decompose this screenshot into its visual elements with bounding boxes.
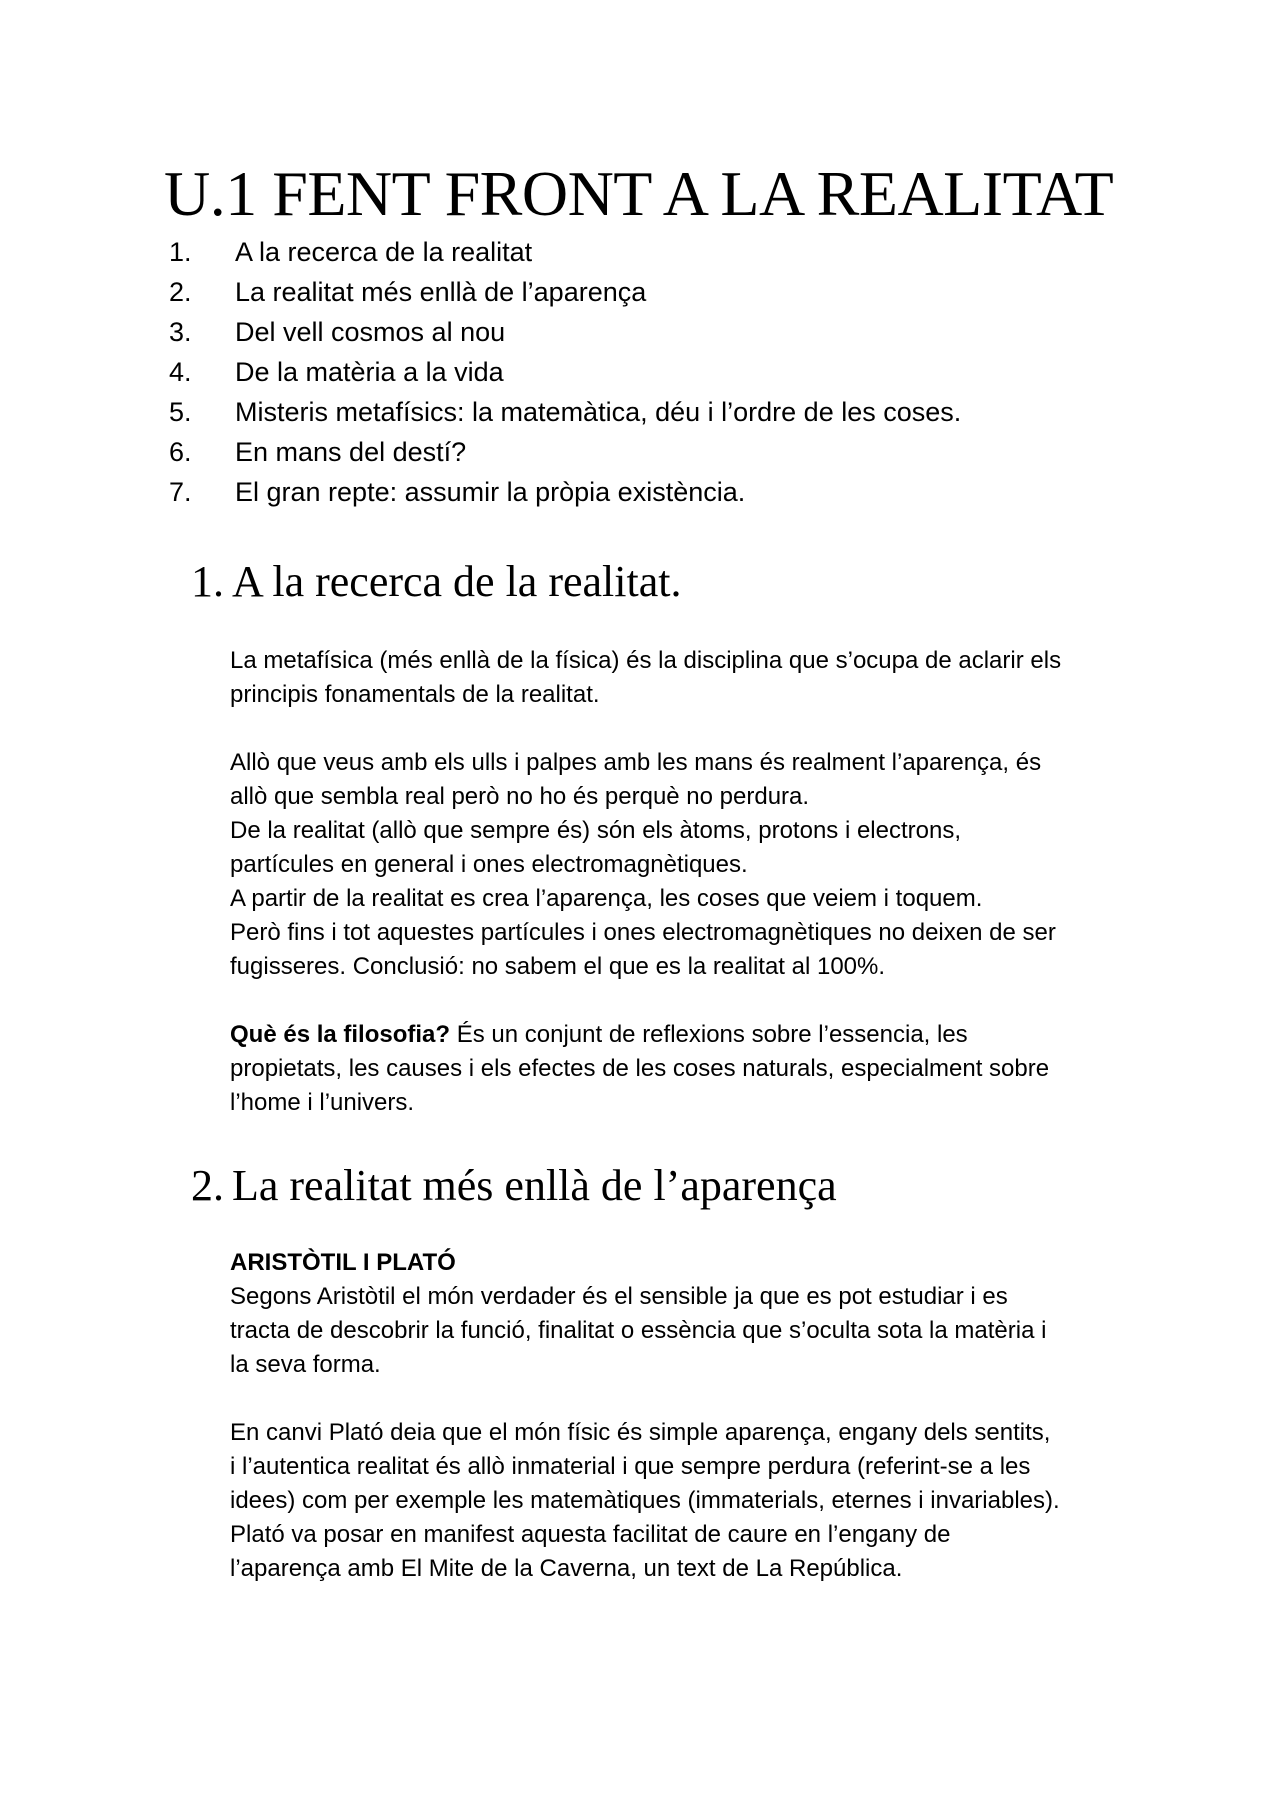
paragraph-line: A partir de la realitat es crea l’aparença, les coses que veiem i toquem. [230, 885, 983, 912]
section-2-subheading: ARISTÒTIL I PLATÓ [230, 1249, 456, 1276]
toc-item-number: 6. [169, 436, 192, 467]
toc-item-label: En mans del destí? [235, 436, 467, 467]
section-2-title: La realitat més enllà de l’aparença [232, 1161, 837, 1210]
paragraph-line: Segons Aristòtil el món verdader és el sensible ja que es pot estudiar i es [230, 1283, 1008, 1310]
paragraph-line: Plató va posar en manifest aquesta facilitat de caure en l’engany de [230, 1521, 951, 1548]
paragraph-line: tracta de descobrir la funció, finalitat o essència que s’oculta sota la matèria i [230, 1317, 1047, 1344]
paragraph-line: l’home i l’univers. [230, 1089, 415, 1116]
section-1-heading [186, 556, 681, 608]
toc-item [164, 312, 961, 352]
toc-item-number: 4. [169, 356, 192, 387]
paragraph-line: Allò que veus amb els ulls i palpes amb les mans és realment l’aparença, és [230, 749, 1042, 776]
philosophy-answer: És un conjunt de reflexions sobre l’essencia, les [450, 1021, 968, 1048]
section-2-number: 2. [191, 1161, 224, 1210]
section-2-body [230, 1246, 1150, 1586]
toc-item [164, 352, 961, 392]
philosophy-definition [230, 1018, 1150, 1052]
toc-item [164, 392, 961, 432]
toc-item-label: A la recerca de la realitat [235, 236, 533, 267]
page-title: U.1 FENT FRONT A LA REALITAT [164, 158, 1114, 229]
paragraph-line: la seva forma. [230, 1351, 381, 1378]
paragraph-line: idees) com per exemple les matemàtiques (immaterials, eternes i invariables). [230, 1487, 1060, 1514]
paragraph-line: Però fins i tot aquestes partícules i ones electromagnètiques no deixen de ser [230, 919, 1056, 946]
paragraph-line: fugisseres. Conclusió: no sabem el que es la realitat al 100%. [230, 953, 886, 980]
toc-item [164, 232, 961, 272]
paragraph-line: l’aparença amb El Mite de la Caverna, un text de La República. [230, 1555, 903, 1582]
paragraph-line: La metafísica (més enllà de la física) és la disciplina que s’ocupa de aclarir els [230, 647, 1062, 674]
toc-item-number: 5. [169, 396, 192, 427]
toc-item-label: El gran repte: assumir la pròpia existència. [235, 476, 746, 507]
toc-item-number: 3. [169, 316, 192, 347]
toc-item [164, 472, 961, 512]
section-1-title: A la recerca de la realitat. [232, 557, 682, 606]
toc-item-number: 1. [169, 236, 192, 267]
section-1-body [230, 644, 1150, 1120]
section-1-number: 1. [191, 557, 224, 606]
toc-item-number: 7. [169, 476, 192, 507]
philosophy-question: Què és la filosofia? [230, 1021, 451, 1048]
toc-item-label: Misteris metafísics: la matemàtica, déu i l’ordre de les coses. [235, 396, 962, 427]
toc-item [164, 272, 961, 312]
paragraph-line: i l’autentica realitat és allò inmaterial i que sempre perdura (referint-se a les [230, 1453, 1031, 1480]
toc-item-number: 2. [169, 276, 192, 307]
paragraph-line: De la realitat (allò que sempre és) són els àtoms, protons i electrons, [230, 817, 962, 844]
paragraph-line: allò que sembla real però no ho és perquè no perdura. [230, 783, 810, 810]
table-of-contents [164, 232, 961, 512]
toc-item-label: Del vell cosmos al nou [235, 316, 506, 347]
paragraph-line: principis fonamentals de la realitat. [230, 681, 600, 708]
section-2-heading [186, 1160, 837, 1212]
paragraph-line: propietats, les causes i els efectes de les coses naturals, especialment sobre [230, 1055, 1050, 1082]
toc-item [164, 432, 961, 472]
toc-item-label: De la matèria a la vida [235, 356, 504, 387]
toc-item-label: La realitat més enllà de l’aparença [235, 276, 647, 307]
paragraph-line: En canvi Plató deia que el món físic és simple aparença, engany dels sentits, [230, 1419, 1051, 1446]
paragraph-line: partícules en general i ones electromagnètiques. [230, 851, 748, 878]
